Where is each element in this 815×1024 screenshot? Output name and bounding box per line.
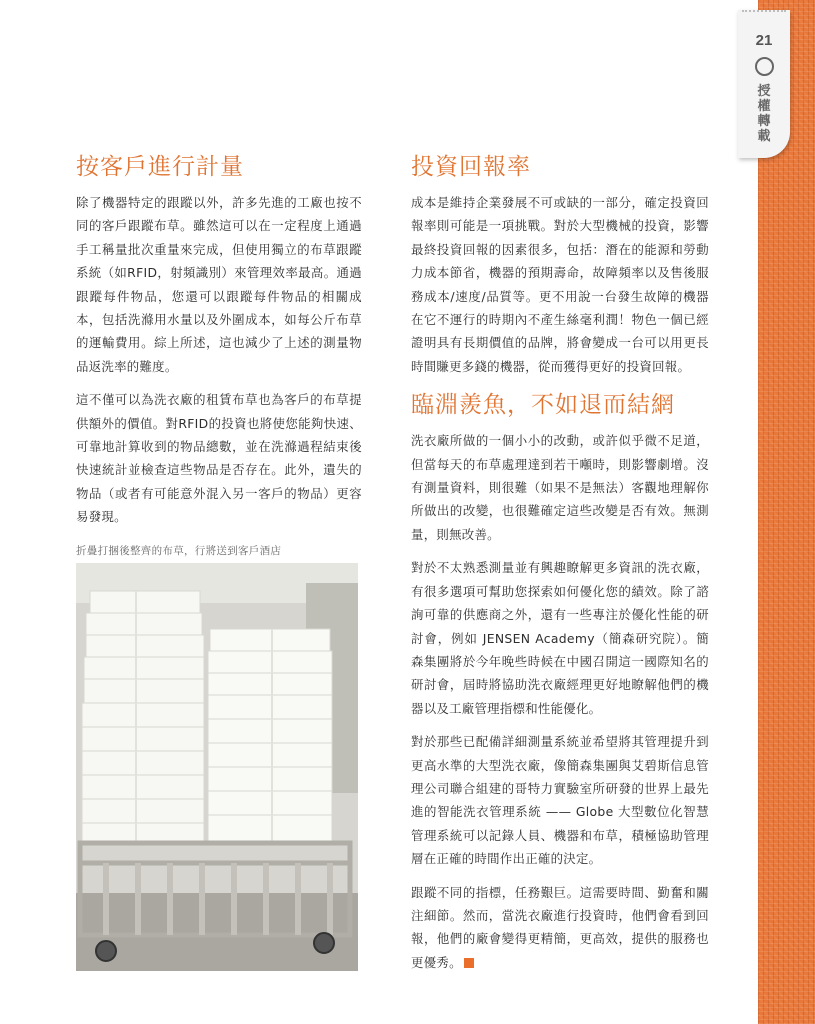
paragraph-final: [411, 881, 709, 975]
linen-cart-photo: [76, 563, 358, 971]
heading-roi: 投資回報率: [411, 154, 531, 180]
heading-customer-metering: 按客戶進行計量: [76, 154, 244, 180]
right-column: [411, 152, 709, 974]
section-label: [754, 84, 774, 144]
tab-stitching: [742, 10, 786, 16]
paragraph: 成本是維持企業發展不可或缺的一部分，確定投資回報率則可能是一項挑戰。對於大型機械的投資，影響最終投資回報的因素很多，包括：潛在的能源和勞動力成本節省，機器的預期壽命，故障頻率以及售後服務成本/速度/品質等。更不用說一台發生故障的機器在它不運行的時期內不產生絲毫利潤！物色一個已經證明具有長期價值的品牌，將會變成一台可以用更長時間賺更多錢的機器，從而獲得更好的投資回報。: [411, 195, 709, 374]
end-mark-icon: [464, 958, 474, 968]
heading-proverb: 臨淵羨魚，不如退而結網: [411, 392, 675, 419]
section-char: 權: [757, 99, 771, 114]
paragraph: 這不僅可以為洗衣廠的租賃布草也為客戶的布草提供額外的價值。對RFID的投資也將使您能夠快速、可靠地計算收到的物品總數，並在洗滌過程結束後快速統計並檢查這些物品是否存在。此外，遺失的物品（或者有可能意外混入另一客戶的物品）更容易發現。: [76, 392, 362, 525]
circle-icon: [755, 57, 774, 76]
page-tab: [738, 10, 790, 158]
section-char: 轉: [757, 114, 771, 129]
section-char: 授: [757, 84, 771, 99]
paragraph: 對於那些已配備詳細測量系統並希望將其管理提升到更高水準的大型洗衣廠，像簡森集團與艾碧斯信息管理公司聯合組建的哥特力實驗室所研發的世界上最先進的智能洗衣管理系統 —— Globe 大型數位化智慧管理系統可以記錄人員、機器和布草，積極協助管理層在正確的時間作出正確的決定。: [411, 734, 709, 867]
paragraph: 洗衣廠所做的一個小小的改動，或許似乎微不足道，但當每天的布草處理達到若干噸時，則影響劇增。沒有測量資料，則很難（如果不是無法）客觀地理解你所做出的改變，也很難確定這些改變是否有效。無測量，則無改善。: [411, 433, 709, 542]
linen-cart-illustration: [76, 563, 358, 971]
page-number: 21: [755, 32, 773, 49]
paragraph-text: 跟蹤不同的指標，任務艱巨。這需要時間、勤奮和關注細節。然而，當洗衣廠進行投資時，他們會看到回報，他們的廠會變得更精簡，更高效，提供的服務也更優秀。: [411, 884, 709, 970]
paragraph: 對於不太熟悉測量並有興趣瞭解更多資訊的洗衣廠，有很多選項可幫助您探索如何優化您的績效。除了諮詢可靠的供應商之外，還有一些專注於優化性能的研討會，例如 JENSEN Academy（簡森研究院）。簡森集團將於今年晚些時候在中國召開這一國際知名的研討會，屆時將協助洗衣廠經理更好地瞭解他們的機器以及工廠管理指標和性能優化。: [411, 560, 709, 716]
photo-caption: 折疊打捆後整齊的布草，行將送到客戶酒店: [76, 544, 282, 557]
left-column: [76, 152, 362, 971]
paragraph: 除了機器特定的跟蹤以外，許多先進的工廠也按不同的客戶跟蹤布草。雖然這可以在一定程度上通過手工稱量批次重量來完成，但使用獨立的布草跟蹤系統（如RFID，射頻識別）來管理效率最高。通過跟蹤每件物品，您還可以跟蹤每件物品的相關成本，包括洗滌用水量以及外圍成本，如每公斤布草的運輸費用。綜上所述，這也減少了上述的測量物品返洗率的難度。: [76, 195, 362, 374]
section-char: 載: [757, 129, 771, 144]
